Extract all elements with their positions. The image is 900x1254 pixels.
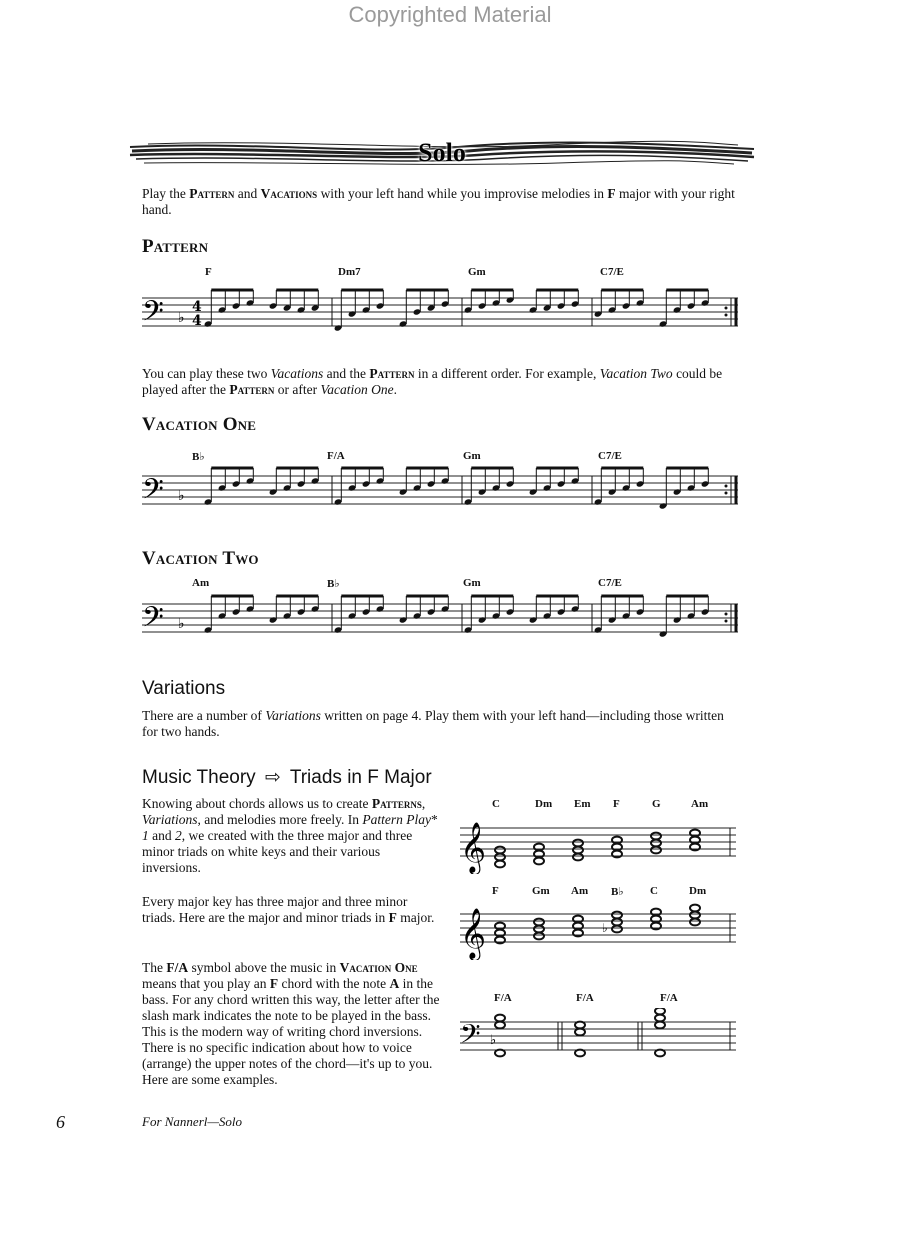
chord-symbol: B♭ bbox=[611, 886, 624, 898]
svg-text:4: 4 bbox=[192, 313, 202, 329]
chord-symbol: Dm bbox=[689, 885, 707, 897]
chord-symbol: F/A bbox=[576, 992, 594, 1004]
svg-text:𝄞: 𝄞 bbox=[460, 908, 487, 959]
chord-symbol: Am bbox=[571, 885, 589, 897]
chord-symbol: Gm bbox=[468, 266, 486, 278]
chord-symbol: Am bbox=[192, 577, 210, 589]
chord-symbol: F bbox=[613, 798, 620, 810]
vacation-two-staff bbox=[142, 590, 742, 650]
chord-symbol: G bbox=[652, 798, 661, 810]
pattern-staff bbox=[142, 284, 742, 344]
svg-text:♭: ♭ bbox=[602, 921, 608, 935]
svg-text:𝄢: 𝄢 bbox=[142, 295, 164, 335]
svg-text:♭: ♭ bbox=[178, 310, 185, 326]
slash-chord-staff bbox=[460, 1008, 740, 1068]
chord-symbol: F/A bbox=[660, 992, 678, 1004]
chord-symbol: B♭ bbox=[192, 451, 205, 463]
chord-symbol: Dm7 bbox=[338, 266, 361, 278]
theory-paragraph-3: The F/A symbol above the music in Vacation One means that you play an F chord with the note A in the bass. For any chord written this way, the letter after the slash mark indicates the note to be played in the bass. This is the modern way of writing chord inversions. There is no specific indication about how to voice (arrange) the upper notes of the chord—it's up to you. Here are some examples. bbox=[142, 960, 440, 1087]
page-title: Solo bbox=[418, 138, 466, 167]
white-triad-labels bbox=[460, 798, 745, 814]
white-triads-staff bbox=[460, 814, 740, 874]
vacation-one-staff bbox=[142, 462, 742, 522]
theory-paragraph-2: Every major key has three major and three minor triads. Here are the major and minor triads in F major. bbox=[142, 894, 435, 925]
chord-symbol: F bbox=[205, 266, 212, 278]
chord-symbol: C bbox=[650, 885, 658, 897]
chord-symbol: Gm bbox=[532, 885, 550, 897]
chord-symbol: Gm bbox=[463, 577, 481, 589]
svg-text:𝄢: 𝄢 bbox=[460, 1018, 481, 1056]
chord-symbol: Am bbox=[691, 798, 709, 810]
chord-symbol: Gm bbox=[463, 450, 481, 462]
chord-symbol: Dm bbox=[535, 798, 553, 810]
chord-symbol: F/A bbox=[327, 450, 345, 462]
variations-heading: Variations bbox=[142, 678, 226, 699]
svg-text:𝄢: 𝄢 bbox=[142, 473, 164, 513]
vacation-two-heading: Vacation Two bbox=[142, 548, 259, 569]
chord-symbol: C7/E bbox=[600, 266, 624, 278]
pattern-heading: Pattern bbox=[142, 236, 209, 257]
svg-text:♭: ♭ bbox=[490, 1033, 497, 1048]
slash-chord-labels bbox=[460, 992, 745, 1008]
chord-symbol: C7/E bbox=[598, 577, 622, 589]
svg-text:𝄞: 𝄞 bbox=[460, 822, 487, 873]
f-major-triads-staff bbox=[460, 900, 740, 960]
page-number: 6 bbox=[56, 1112, 65, 1132]
footer-text: For Nannerl—Solo bbox=[142, 1114, 243, 1129]
svg-text:4: 4 bbox=[192, 299, 202, 315]
svg-text:♭: ♭ bbox=[178, 488, 185, 504]
chord-symbol: B♭ bbox=[327, 578, 340, 590]
watermark: Copyrighted Material bbox=[348, 2, 552, 27]
order-note-paragraph: You can play these two Vacations and the Pattern in a different order. For example, Vacation Two could be played after the Pattern or after Vacation One. bbox=[142, 366, 723, 397]
theory-paragraph-1: Knowing about chords allows us to create Patterns, Variations, and melodies more freely. In Pattern Play* 1 and 2, we created with the three major and three minor triads on white keys and their various inversions. bbox=[142, 796, 438, 875]
chord-symbol: C7/E bbox=[598, 450, 622, 462]
chord-symbol: Em bbox=[574, 798, 591, 810]
chord-symbol: F bbox=[492, 885, 499, 897]
chord-symbol: C bbox=[492, 798, 500, 810]
f-triad-labels bbox=[460, 885, 745, 901]
intro-paragraph: Play the Pattern and Vacations with your left hand while you improvise melodies in F major with your right hand. bbox=[142, 186, 735, 217]
right-arrow-icon: ⇨ bbox=[264, 767, 281, 788]
music-theory-heading: Music Theory ⇨ Triads in F Major bbox=[142, 767, 432, 788]
chord-symbol: F/A bbox=[494, 992, 512, 1004]
svg-text:𝄢: 𝄢 bbox=[142, 601, 164, 641]
variations-paragraph: There are a number of Variations written on page 4. Play them with your left hand—including those written for two hands. bbox=[142, 708, 724, 739]
svg-text:♭: ♭ bbox=[178, 616, 185, 632]
vacation-one-heading: Vacation One bbox=[142, 414, 257, 435]
